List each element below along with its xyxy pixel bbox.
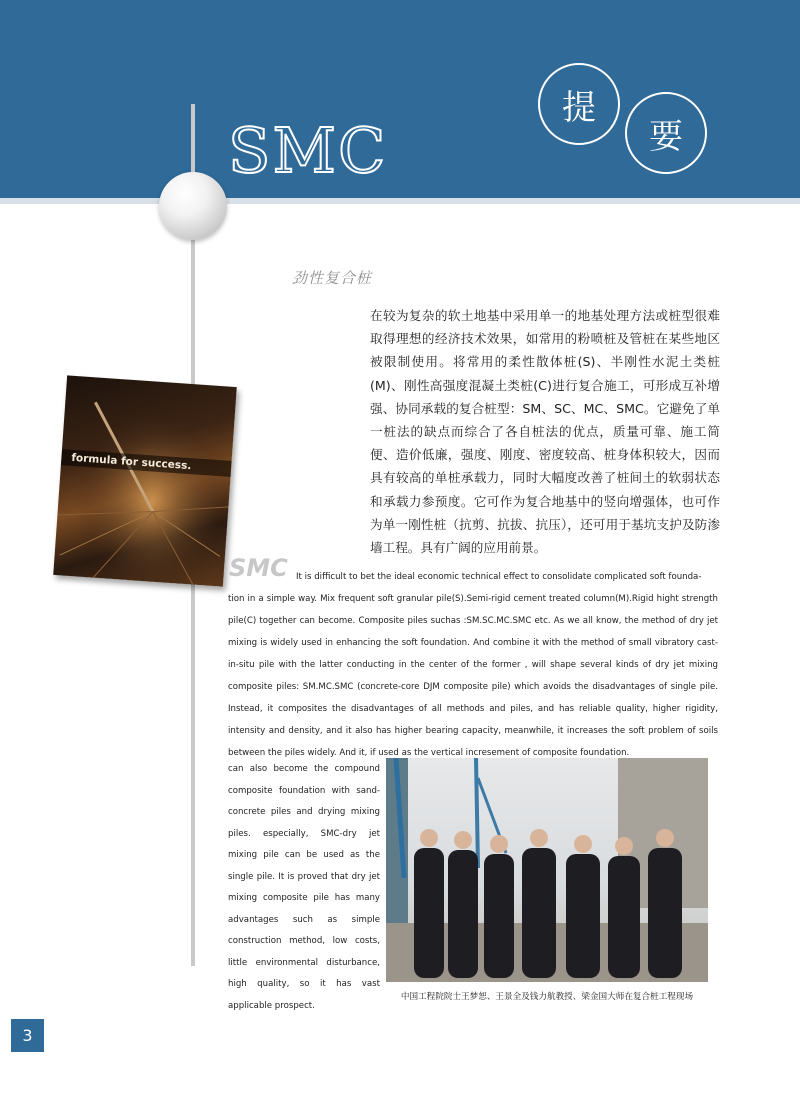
cover-graphic [53, 375, 237, 586]
chinese-body-text: 在较为复杂的软土地基中采用单一的地基处理方法或桩型很难取得理想的经济技术效果，如常用的粉喷桩及管桩在某些地区被限制使用。将常用的柔性散体桩(S)、半刚性水泥土类桩(M)、刚性高强度混凝土类桩(C)进行复合施工，可形成互补增强、协同承载的复合桩型：SM、SC、MC、SMC。它避免了单一桩法的缺点而综合了各自桩法的优点，质量可靠、施工简便、造价低廉，强度、刚度、密度较高、桩身体积较大，因而具有较高的单桩承载力，同时大幅度改善了桩间土的软弱状态和承载力参预度。它可作为复合地基中的竖向增强体，也可作为单一刚性桩（抗剪、抗拔、抗压），还可用于基坑支护及防渗墙工程。具有广阔的应用前景。 [370, 308, 720, 556]
english-paragraph: tion in a simple way. Mix frequent soft granular pile(S).Semi-rigid cement treated column(M).Rigid hight strength pile(C) together can become. Composite piles suchas :SM.SC.MC.SMC etc. As we all know, the method of dry jet mixing is widely used in enhancing the soft foundation. And combine it with the method of small vibratory cast-in-situ pile with the latter conducting in the center of the former , will shape several kinds of dry jet mixing composite piles: SM.MC.SMC (concrete-core DJM composite pile) which avoids the disadvantages of single pile. Instead, it composites the disadvantages of all methods and piles, and has reliable quality, higher rigidity, intensity and density, and it also has higher bearing capacity, meanwhile, it increases the soft problem of soils between the piles widely. And it, if used as the vertical incresement of composite foundation. [228, 594, 718, 758]
english-body-text [228, 588, 718, 764]
page-number: 3 [11, 1019, 44, 1052]
cover-slogan: formula for success. [61, 449, 237, 478]
site-photo [386, 758, 708, 982]
title-badge-1: 提 [538, 63, 620, 145]
english-first-line: It is difficult to bet the ideal economic technical effect to consolidate complicated soft founda- [296, 572, 702, 582]
sphere-ornament [159, 172, 227, 240]
english-side-text: can also become the compound composite foundation with sand-concrete piles and drying mixing piles. especially, SMC-dry jet mixing pile can be used as the single pile. It is proved that dry jet mixing composite pile has many advantages such as simple construction method, low costs, little environmental disturbance, high quality, so it has vast applicable prospect. [228, 764, 380, 1011]
photo-scene [386, 758, 708, 982]
section-subtitle: 劲性复合桩 [292, 269, 373, 287]
english-section-label: SMC [229, 554, 288, 582]
book-cover-image [53, 375, 237, 586]
title-badge-2: 要 [625, 92, 707, 174]
page-title: SMC [228, 114, 388, 187]
header-divider [0, 198, 800, 204]
photo-caption: 中国工程院院士王梦恕、王景全及钱力航教授、梁金国大师在复合桩工程现场 [400, 992, 694, 1002]
